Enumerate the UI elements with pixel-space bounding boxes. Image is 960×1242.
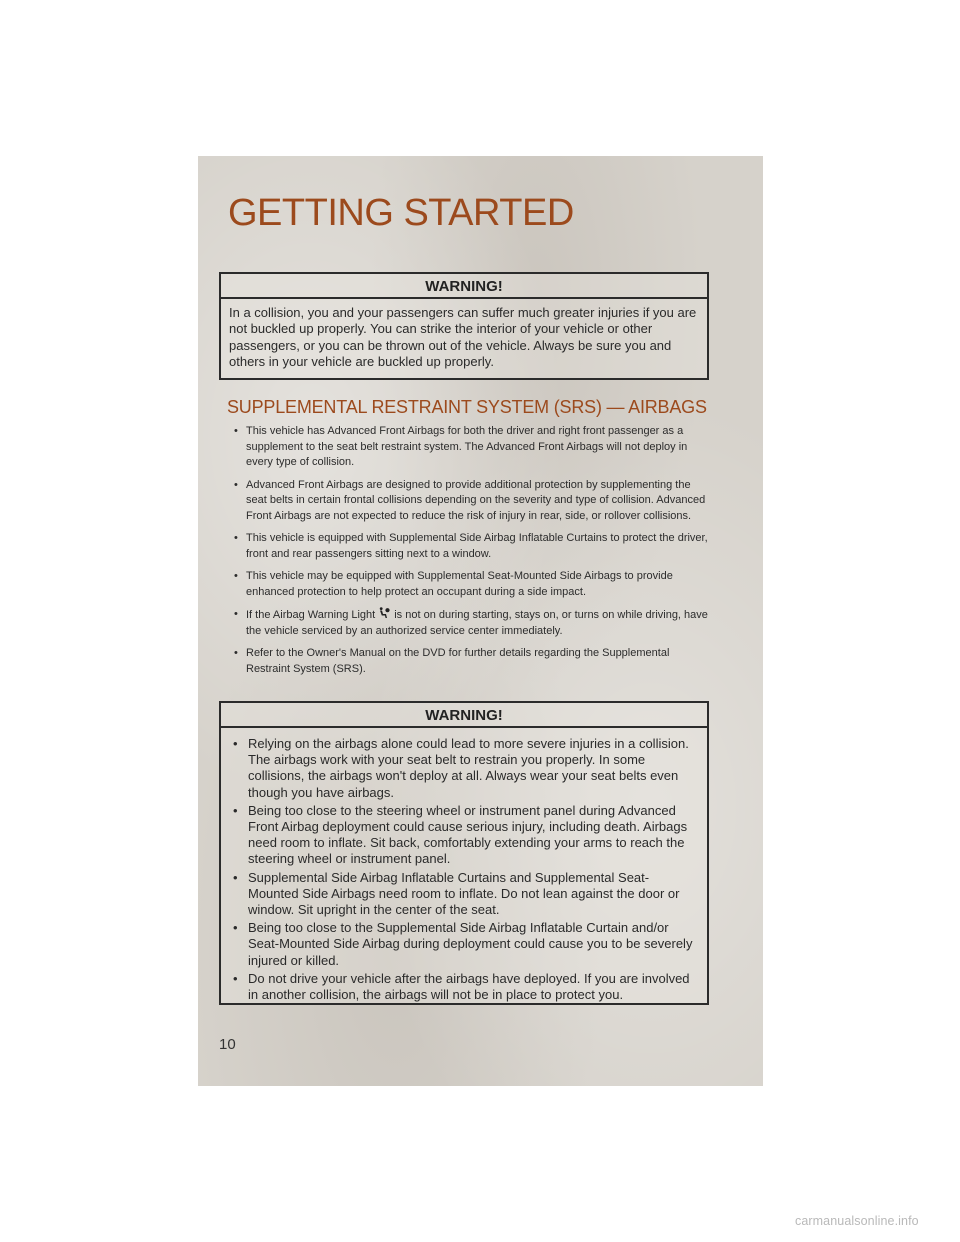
- warning-list-item: • Relying on the airbags alone could lead to more severe injuries in a collision. The airbags work with your seat belt to restrain you properly. In some collisions, the airbags won't deploy at all. Always wear your seat belts even though you have airbags.: [229, 736, 699, 801]
- warning-list-item: • Do not drive your vehicle after the airbags have deployed. If you are involved in another collision, the airbags will not be in place to protect you.: [229, 971, 699, 1003]
- warning-text: In a collision, you and your passengers can suffer much greater injuries if you are not buckled up properly. You can strike the interior of your vehicle or other passengers, or you can be thrown out of the vehicle. Always be sure you and others in your vehicle are buckled up properly.: [229, 305, 697, 370]
- warning-heading: WARNING!: [221, 274, 707, 299]
- page-number: 10: [219, 1036, 236, 1053]
- warning-list: [229, 736, 699, 1003]
- srs-bullet: • Advanced Front Airbags are designed to provide additional protection by supplementing the seat belts in certain frontal collisions depending on the severity and type of collision. Advanced Front Airbags are not expected to reduce the risk of injury in rear, side, or rollover collisions.: [232, 478, 710, 525]
- srs-bullet: • This vehicle may be equipped with Supplemental Seat-Mounted Side Airbags to provide enhanced protection to help protect an occupant during a side impact.: [232, 569, 710, 600]
- warning-list-item: • Being too close to the steering wheel or instrument panel during Advanced Front Airbag deployment could cause serious injury, including death. Airbags need room to inflate. Sit back, comfortably extending your arms to reach the steering wheel or instrument panel.: [229, 803, 699, 868]
- srs-bullet: • Refer to the Owner's Manual on the DVD for further details regarding the Supplemental Restraint System (SRS).: [232, 646, 710, 677]
- warning-heading: WARNING!: [221, 703, 707, 728]
- warning-list-item: • Supplemental Side Airbag Inflatable Curtains and Supplemental Seat-Mounted Side Airbags need room to inflate. Do not lean against the door or window. Sit upright in the center of the seat.: [229, 870, 699, 919]
- page-header-title: GETTING STARTED: [228, 192, 574, 234]
- srs-bullet-list: [232, 424, 710, 684]
- srs-bullet: • This vehicle has Advanced Front Airbags for both the driver and right front passenger as a supplement to the seat belt restraint system. The Advanced Front Airbags will not deploy in every type of collision.: [232, 424, 710, 471]
- airbag-warning-icon: [378, 607, 390, 619]
- manual-page: [198, 156, 763, 1086]
- srs-bullet: • This vehicle is equipped with Supplemental Side Airbag Inflatable Curtains to protect the driver, front and rear passengers sitting next to a window.: [232, 531, 710, 562]
- warning-box-airbags: [219, 701, 709, 1005]
- section-title-srs: SUPPLEMENTAL RESTRAINT SYSTEM (SRS) — AIRBAGS: [227, 397, 707, 417]
- srs-bullet-airbag-light: [232, 607, 710, 639]
- watermark: carmanualsonline.info: [795, 1214, 919, 1228]
- warning-box-seatbelt: [219, 272, 709, 380]
- airbag-bullet-text-after: is not on during starting, stays on, or turns on while driving, have the vehicle serviced by an authorized service center immediately.: [246, 609, 708, 637]
- airbag-bullet-text-before: If the Airbag Warning Light: [246, 609, 376, 621]
- warning-list-item: • Being too close to the Supplemental Side Airbag Inflatable Curtain and/or Seat-Mounted Side Airbag during deployment could cause you to be severely injured or killed.: [229, 920, 699, 969]
